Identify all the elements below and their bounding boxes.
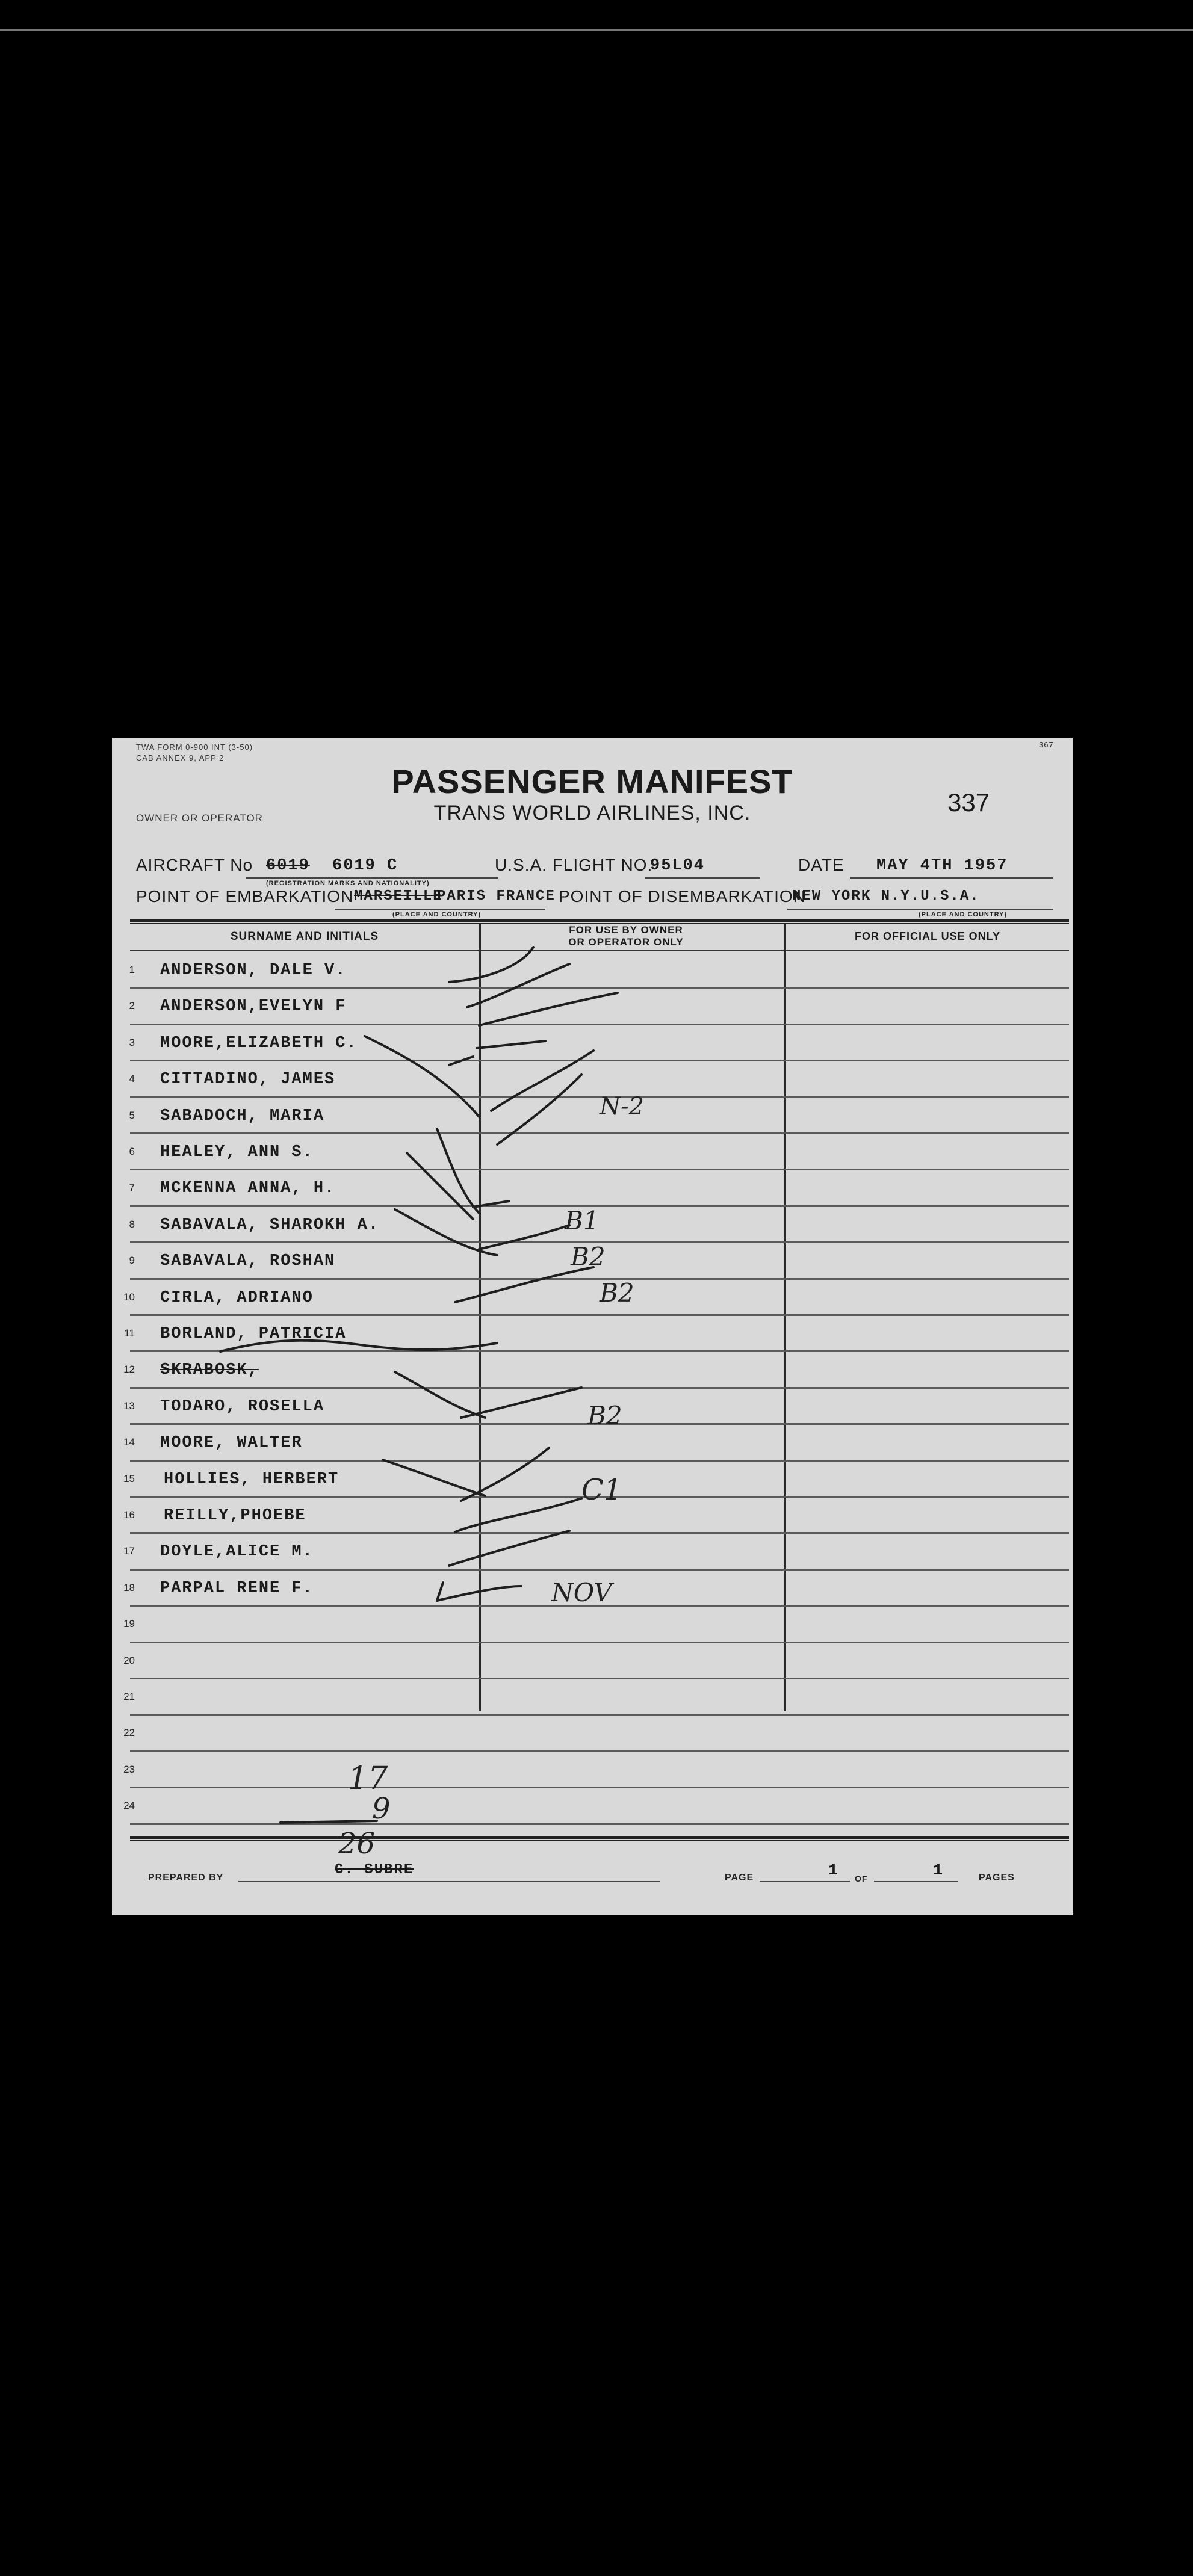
row-number: 10 bbox=[123, 1291, 135, 1303]
airline-name: TRANS WORLD AIRLINES, INC. bbox=[433, 802, 751, 824]
of-label: OF bbox=[855, 1874, 868, 1883]
date-label: DATE bbox=[798, 856, 844, 874]
column-header-owner-1: FOR USE BY OWNER bbox=[569, 924, 683, 936]
document-number: 337 bbox=[947, 788, 990, 817]
column-header-official: FOR OFFICIAL USE ONLY bbox=[854, 930, 1001, 942]
row-number: 23 bbox=[123, 1763, 135, 1775]
disembarkation-caption: (PLACE AND COUNTRY) bbox=[919, 911, 1008, 918]
form-number: TWA FORM 0-900 INT (3-50) bbox=[136, 743, 253, 752]
row-number: 8 bbox=[129, 1218, 135, 1230]
passenger-name: BORLAND, PATRICIA bbox=[160, 1325, 347, 1343]
row-9-mark: B2 bbox=[571, 1242, 606, 1271]
row-number: 3 bbox=[129, 1036, 135, 1048]
row-number: 21 bbox=[123, 1691, 135, 1702]
passenger-name: HEALEY, ANN S. bbox=[160, 1143, 314, 1161]
prepared-by-label: PREPARED BY bbox=[148, 1873, 224, 1883]
top-film-edge bbox=[0, 29, 1193, 31]
passenger-name: MCKENNA ANNA, H. bbox=[160, 1179, 336, 1198]
flight-value: 95L04 bbox=[650, 857, 705, 875]
row-13-mark: B2 bbox=[587, 1401, 622, 1430]
aircraft-value: 6019 C bbox=[332, 857, 398, 875]
row-15-mark: C1 bbox=[581, 1473, 622, 1507]
row-number: 18 bbox=[123, 1581, 135, 1593]
passenger-name: MOORE,ELIZABETH C. bbox=[160, 1034, 358, 1052]
page-title: PASSENGER MANIFEST bbox=[391, 762, 793, 800]
corner-mark: 367 bbox=[1039, 740, 1054, 749]
row-number: 4 bbox=[129, 1073, 135, 1085]
embarkation-value: PARIS FRANCE bbox=[437, 888, 556, 904]
row-number: 14 bbox=[123, 1436, 135, 1448]
aircraft-label: AIRCRAFT No bbox=[136, 856, 253, 874]
row-number: 13 bbox=[123, 1400, 135, 1412]
row-8-mark: B1 bbox=[565, 1206, 600, 1235]
registration-caption: (REGISTRATION MARKS AND NATIONALITY) bbox=[266, 880, 430, 887]
page-label: PAGE bbox=[725, 1873, 754, 1883]
passenger-name: REILLY,PHOEBE bbox=[164, 1507, 306, 1525]
date-value: MAY 4TH 1957 bbox=[876, 857, 1008, 875]
aircraft-struck-value: 6019 bbox=[266, 857, 310, 875]
form-annex: CAB ANNEX 9, APP 2 bbox=[136, 753, 225, 762]
manifest-document bbox=[112, 738, 1073, 1915]
row-number: 9 bbox=[129, 1255, 135, 1267]
column-header-name: SURNAME AND INITIALS bbox=[230, 930, 379, 943]
passenger-name: SABADOCH, MARIA bbox=[160, 1107, 325, 1125]
row-number: 2 bbox=[129, 1000, 135, 1012]
row-number: 15 bbox=[123, 1472, 135, 1484]
embarkation-struck-value: MARSEILLE bbox=[354, 888, 443, 904]
row-number: 16 bbox=[123, 1509, 135, 1521]
row-number: 20 bbox=[123, 1654, 135, 1666]
row-number: 12 bbox=[123, 1364, 135, 1376]
passenger-name: DOYLE,ALICE M. bbox=[160, 1543, 314, 1561]
embarkation-label: POINT OF EMBARKATION bbox=[136, 887, 354, 906]
owner-operator-label: OWNER OR OPERATOR bbox=[136, 812, 263, 824]
passenger-name: MOORE, WALTER bbox=[160, 1434, 303, 1453]
tally-count-b: 9 bbox=[372, 1792, 391, 1826]
passenger-name: TODARO, ROSELLA bbox=[160, 1397, 325, 1416]
page-total: 1 bbox=[933, 1862, 944, 1880]
pages-label: PAGES bbox=[979, 1873, 1015, 1883]
row-18-mark: NOV bbox=[551, 1578, 612, 1607]
row-number: 17 bbox=[123, 1545, 135, 1557]
tally-total: 26 bbox=[338, 1827, 376, 1861]
row-number: 19 bbox=[123, 1618, 135, 1630]
row-number: 5 bbox=[129, 1109, 135, 1121]
passenger-name: CIRLA, ADRIANO bbox=[160, 1288, 314, 1307]
row-5-mark: N-2 bbox=[600, 1093, 644, 1120]
row-number: 7 bbox=[129, 1182, 135, 1194]
handwritten-check-marks bbox=[112, 738, 1073, 1915]
passenger-name: ANDERSON,EVELYN F bbox=[160, 998, 347, 1016]
prepared-by-value: G. SUBRE bbox=[335, 1862, 414, 1878]
row-number: 11 bbox=[124, 1327, 135, 1339]
passenger-name: PARPAL RENE F. bbox=[160, 1579, 314, 1598]
passenger-name: CITTADINO, JAMES bbox=[160, 1070, 336, 1089]
row-number: 1 bbox=[129, 964, 135, 975]
flight-label: U.S.A. FLIGHT NO. bbox=[495, 856, 653, 874]
passenger-name: SABAVALA, SHAROKH A. bbox=[160, 1215, 380, 1234]
passenger-name: SABAVALA, ROSHAN bbox=[160, 1252, 336, 1271]
disembarkation-value: NEW YORK N.Y.U.S.A. bbox=[792, 888, 980, 904]
embarkation-caption: (PLACE AND COUNTRY) bbox=[392, 911, 482, 918]
row-10-mark: B2 bbox=[600, 1278, 634, 1308]
disembarkation-label: POINT OF DISEMBARKATION bbox=[559, 887, 806, 906]
row-number: 22 bbox=[123, 1727, 135, 1739]
row-number: 6 bbox=[129, 1146, 135, 1157]
row-number: 24 bbox=[123, 1800, 135, 1812]
passenger-name: SKRABOSK, bbox=[160, 1361, 259, 1380]
passenger-name: HOLLIES, HERBERT bbox=[164, 1470, 339, 1489]
column-header-owner-2: OR OPERATOR ONLY bbox=[568, 936, 684, 948]
tally-count-a: 17 bbox=[348, 1761, 388, 1797]
page-number: 1 bbox=[828, 1862, 840, 1880]
passenger-name: ANDERSON, DALE V. bbox=[160, 962, 347, 980]
